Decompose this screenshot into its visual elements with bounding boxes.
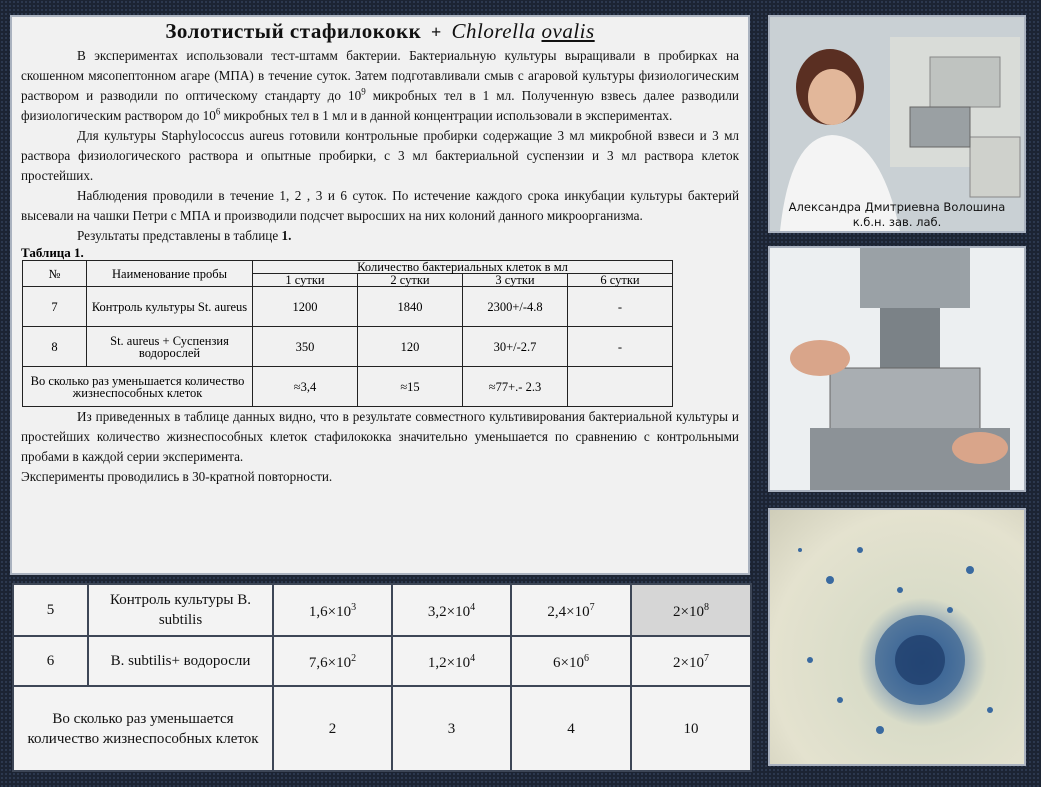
- title-plus: +: [431, 22, 442, 42]
- header-day-3: 3 сутки: [463, 274, 568, 287]
- paragraph-conclusion: Из приведенных в таблице данных видно, что в результате совместного культивирования бактериальной культуры и простейших количество жизнеспособных клеток стафилококка значительно уменьшается по сравнению с контрольными пробами в каждой серии эксперимента.: [21, 409, 739, 464]
- paragraph-repetitions: Эксперименты проводились в 30-кратной повторности.: [21, 469, 333, 484]
- title-latin-genus: Chlorella: [451, 19, 536, 43]
- header-day-1: 1 сутки: [253, 274, 358, 287]
- title-latin-species: ovalis: [541, 19, 595, 43]
- page-title: [21, 19, 739, 44]
- title-main: Золотистый стафилококк: [165, 19, 422, 43]
- micrograph-illustration: [770, 510, 1024, 764]
- table-row: 8 St. aureus + Суспензия водорослей 350 120 30+/-2.7 -: [23, 327, 673, 367]
- microscope-photo: [768, 246, 1026, 492]
- table-summary-row: Во сколько раз уменьшается количество жизнеспособных клеток 2 3 4 10: [13, 686, 751, 771]
- table-row: 5 Контроль культуры B. subtilis $1,6\times 10^3$ $3,2\times 10^4$ $2,4\times 10^7$ $2\times 10^8$: [13, 584, 751, 636]
- table-summary-row: Во сколько раз уменьшается количество жизнеспособных клеток ≈3,4 ≈15 ≈77+.- 2.3: [23, 367, 673, 407]
- header-day-6: 6 сутки: [568, 274, 673, 287]
- paragraph-method: В экспериментах использовали тест-штамм бактерии. Бактериальную культуры выращивали в пробирках на скошенном мясопептонном агаре (МПА) в течение суток. Затем подготавливали смыв с агаровой культуры физиологическим раствором и разводили по оптическому стандарту до $10^9$ микробных тел в 1 мл. Полученную взвесь далее разводили физиологическим раствором до $10^6$ микробных тел в 1 мл и в данной концентрации использовали в экспериментах.: [21, 48, 739, 123]
- photo-caption: Александра Дмитриевна Волошина к.б.н. зав. лаб.: [788, 200, 1006, 229]
- main-text-panel: [10, 15, 750, 575]
- paragraph-culture: Для культуры Staphylococcus aureus готовили контрольные пробирки содержащие 3 мл микробной взвеси и 3 мл раствора физиологического раствора и опытные пробирки, с 3 мл бактериальной суспензии и 3 мл раствора клеток простейших.: [21, 128, 739, 183]
- researcher-photo: [768, 15, 1026, 233]
- table-caption: Таблица 1.: [21, 245, 84, 260]
- results-table-subtilis: [12, 583, 752, 772]
- paragraph-observation: Наблюдения проводили в течение 1, 2 , 3 и 6 суток. По истечение каждого срока инкубации культуры бактерий высевали на чашки Петри с МПА и производили подсчет выросших на них колоний данного микроорганизма.: [21, 188, 739, 223]
- microscope-illustration: [770, 248, 1024, 490]
- micrograph-photo: [768, 508, 1026, 766]
- header-day-2: 2 сутки: [358, 274, 463, 287]
- header-number: №: [23, 261, 87, 287]
- header-sample-name: Наименование пробы: [87, 261, 253, 287]
- table-row: 7 Контроль культуры St. aureus 1200 1840 2300+/-4.8 -: [23, 287, 673, 327]
- paragraph-results: Результаты представлены в таблице 1.: [77, 228, 292, 243]
- results-table-staphylococcus: [22, 260, 673, 407]
- table-row: 6 B. subtilis+ водоросли $7,6\times 10^2$ $1,2\times 10^4$ $6\times 10^6$ $2\times 10^7$: [13, 636, 751, 686]
- header-cell-count: Количество бактериальных клеток в мл: [253, 261, 673, 274]
- researcher-illustration: [770, 17, 1024, 231]
